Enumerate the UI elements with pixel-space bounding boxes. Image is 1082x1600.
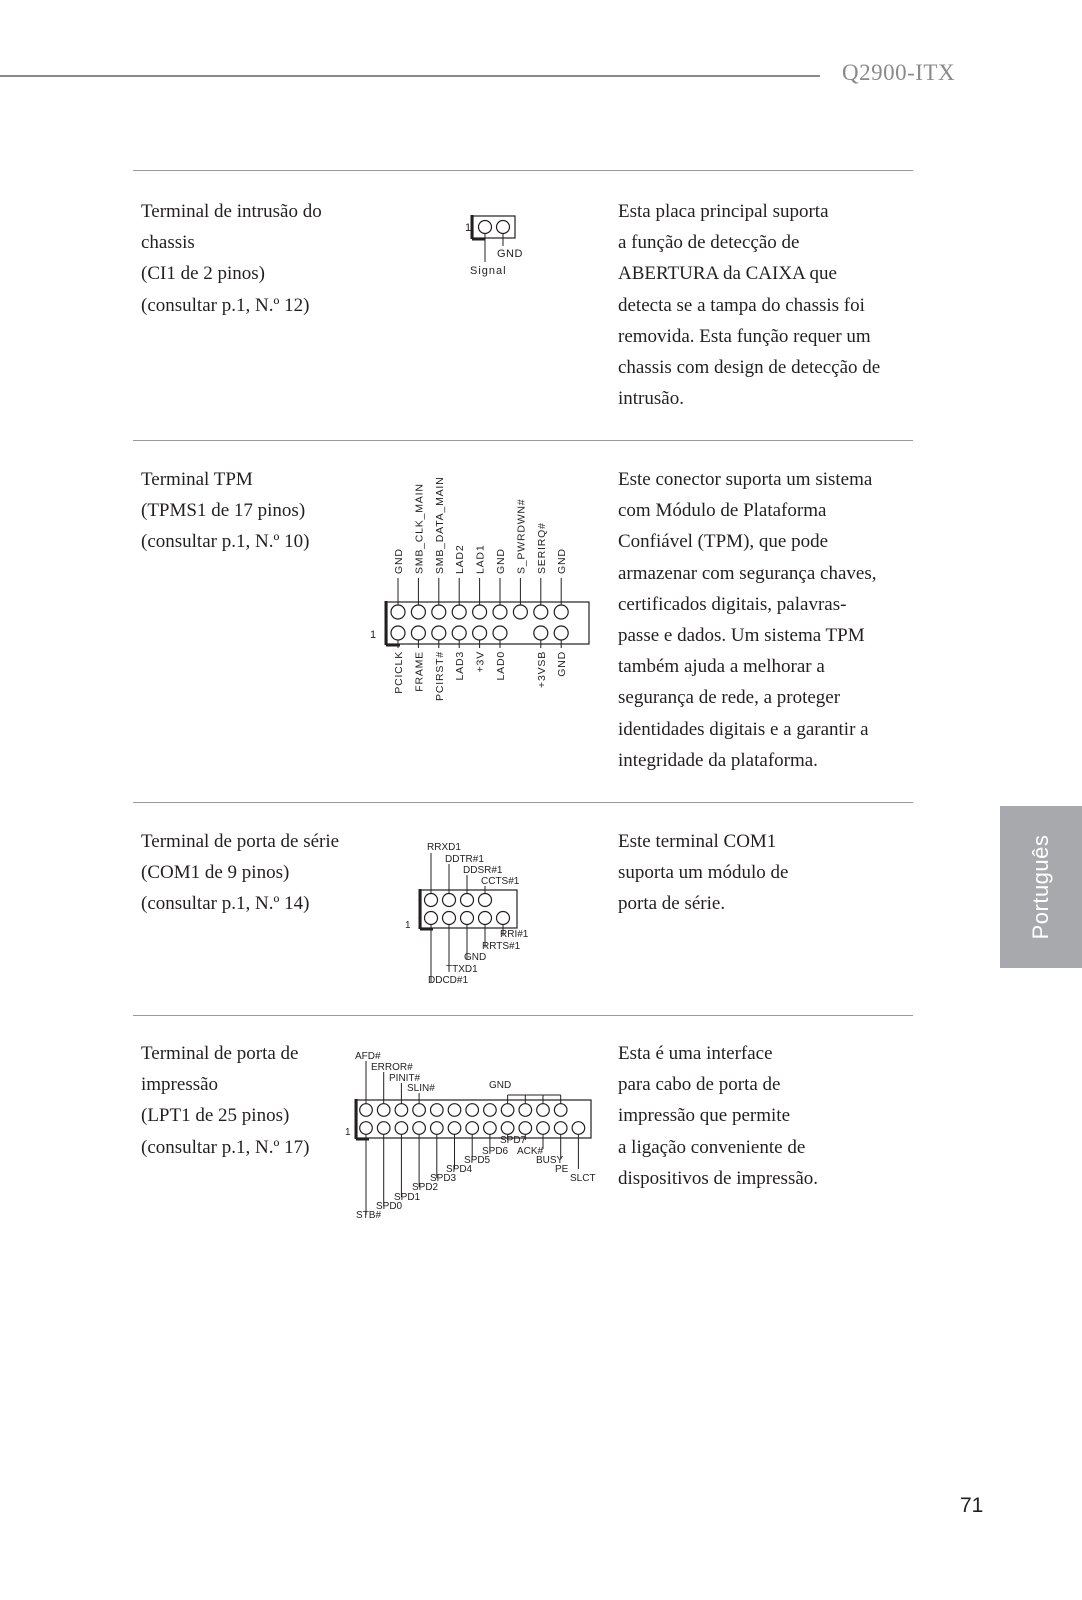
- pin: [461, 912, 474, 925]
- pin-label: SLCT: [570, 1173, 596, 1184]
- pin: [493, 605, 507, 619]
- text-line: intrusão.: [618, 388, 684, 410]
- text-line: impressão que permite: [618, 1105, 791, 1127]
- pin-label: SMB_DATA_MAIN: [433, 476, 446, 574]
- gnd-label: GND: [497, 248, 523, 260]
- pin-label: SPD1: [394, 1192, 421, 1203]
- pin: [534, 605, 548, 619]
- text-line: detecta se a tampa do chassis foi: [618, 294, 865, 316]
- pin: [432, 605, 446, 619]
- pin: [431, 1122, 444, 1135]
- pin-label: PCICLK: [393, 651, 405, 694]
- pin: [572, 1122, 585, 1135]
- ci1-title: [141, 196, 386, 321]
- pin-label: GND: [556, 548, 569, 574]
- text-line: (COM1 de 9 pinos): [141, 862, 290, 884]
- pin1-label: 1: [370, 629, 377, 641]
- text-line: a função de detecção de: [618, 232, 800, 254]
- tpm-description: [618, 464, 908, 776]
- text-line: Confiável (TPM), que pode: [618, 531, 829, 553]
- pin: [513, 605, 527, 619]
- pin-label: S_PWRDWN#: [515, 498, 528, 574]
- text-line: (TPMS1 de 17 pinos): [141, 500, 306, 522]
- signal-label: Signal: [470, 265, 507, 277]
- text-line: também ajuda a melhorar a: [618, 656, 825, 678]
- pin-label: STB#: [356, 1210, 382, 1220]
- pin: [413, 1122, 426, 1135]
- pin: [411, 605, 425, 619]
- text-line: integridade da plataforma.: [618, 749, 818, 771]
- pin-label: RRTS#1: [482, 941, 521, 952]
- pin: [448, 1122, 461, 1135]
- pin: [466, 1104, 479, 1117]
- com1-description: [618, 826, 908, 920]
- text-line: segurança de rede, a proteger: [618, 687, 841, 709]
- pin-label: GND: [464, 952, 487, 963]
- text-line: Terminal de porta de série: [141, 831, 340, 852]
- text-line: passe e dados. Um sistema TPM: [618, 625, 865, 647]
- pin: [473, 605, 487, 619]
- pin: [413, 1104, 426, 1117]
- pin-label: LAD1: [474, 544, 487, 574]
- pin-label: CCTS#1: [481, 876, 520, 887]
- text-line: (consultar p.1, N.º 10): [141, 531, 310, 553]
- pin-label: ERROR#: [371, 1062, 413, 1073]
- ci1-pin-diagram: [455, 210, 545, 285]
- pin: [554, 605, 568, 619]
- pin: [360, 1104, 373, 1117]
- text-line: chassis com design de detecção de: [618, 357, 881, 379]
- pin1-label: 1: [465, 222, 472, 234]
- ci1-description: [618, 196, 908, 414]
- section-divider: [133, 802, 913, 803]
- com1-pin-diagram: [405, 835, 565, 995]
- pin: [425, 912, 438, 925]
- pin: [448, 1104, 461, 1117]
- pin-label: PCIRST#: [433, 651, 446, 701]
- section-divider: [133, 1015, 913, 1016]
- pin: [395, 1122, 408, 1135]
- pin-label: DDSR#1: [463, 865, 503, 876]
- pin-label: SPD6: [482, 1146, 509, 1157]
- text-line: Terminal de intrusão do: [141, 201, 322, 222]
- pin1-label: 1: [345, 1127, 351, 1138]
- language-tab: [1000, 806, 1082, 968]
- pin: [443, 894, 456, 907]
- pin-label: SPD7: [500, 1135, 527, 1146]
- lpt1-description: [618, 1038, 908, 1194]
- header-outline: [473, 216, 515, 238]
- pin-label: DDCD#1: [428, 975, 469, 986]
- pin-label: SPD3: [430, 1173, 457, 1184]
- pin-label: SPD2: [412, 1182, 439, 1193]
- pin: [484, 1122, 497, 1135]
- pin: [554, 1104, 567, 1117]
- tpm-bottom-pins: [391, 626, 568, 701]
- text-line: Terminal de porta de: [141, 1043, 299, 1064]
- pin-label: SPD4: [446, 1164, 473, 1175]
- pin: [519, 1104, 532, 1117]
- pin-label: RRI#1: [500, 929, 529, 940]
- section-divider: [133, 170, 913, 171]
- pin: [484, 1104, 497, 1117]
- text-line: chassis: [141, 232, 195, 254]
- pin-label: SLIN#: [407, 1083, 435, 1094]
- text-line: (consultar p.1, N.º 17): [141, 1136, 310, 1158]
- pin-label: SPD5: [464, 1155, 491, 1166]
- text-line: para cabo de porta de: [618, 1074, 781, 1096]
- pin: [360, 1122, 373, 1135]
- tpm-title: [141, 464, 386, 558]
- tpm-top-pins: [391, 476, 568, 619]
- page-number: 71: [960, 1494, 984, 1517]
- pin: [391, 626, 405, 640]
- model-name: Q2900-ITX: [842, 60, 956, 85]
- text-line: porta de série.: [618, 893, 726, 915]
- pin-label: SERIRQ#: [535, 522, 548, 574]
- text-line: removida. Esta função requer um: [618, 325, 871, 347]
- pin: [479, 912, 492, 925]
- pin: [432, 626, 446, 640]
- text-line: Esta placa principal suporta: [618, 201, 829, 222]
- text-line: suporta um módulo de: [618, 862, 789, 884]
- pin: [431, 1104, 444, 1117]
- pin: [537, 1104, 550, 1117]
- pin: [452, 626, 466, 640]
- pin-label: AFD#: [355, 1051, 381, 1062]
- text-line: impressão: [141, 1074, 219, 1096]
- lpt1-pin-diagram: [345, 1045, 605, 1220]
- tpm-pin-diagram: [370, 470, 590, 715]
- pin-label: GND: [489, 1080, 512, 1091]
- pin: [411, 626, 425, 640]
- pin-label: GND: [495, 548, 507, 574]
- pin: [537, 1122, 550, 1135]
- text-line: Este conector suporta um sistema: [618, 469, 873, 490]
- pin: [443, 912, 456, 925]
- pin: [497, 912, 510, 925]
- pin-label: GND: [393, 548, 405, 574]
- text-line: (consultar p.1, N.º 12): [141, 294, 310, 316]
- pin-label: GND: [556, 651, 569, 677]
- pin: [501, 1122, 514, 1135]
- pin: [377, 1122, 390, 1135]
- pin1-label: 1: [405, 920, 411, 931]
- text-line: Este terminal COM1: [618, 831, 777, 852]
- pin-label: RRXD1: [427, 842, 461, 853]
- pin-label: LAD2: [454, 544, 467, 574]
- pin: [534, 626, 548, 640]
- pin: [473, 626, 487, 640]
- pin: [461, 894, 474, 907]
- pin-label: PE: [555, 1164, 569, 1175]
- pin: [425, 894, 438, 907]
- text-line: dispositivos de impressão.: [618, 1167, 819, 1189]
- language-tab-label: Português: [1028, 834, 1053, 940]
- pin: [395, 1104, 408, 1117]
- text-line: (CI1 de 2 pinos): [141, 263, 266, 285]
- pin: [377, 1104, 390, 1117]
- text-line: certificados digitais, palavras-: [618, 593, 847, 615]
- text-line: com Módulo de Plataforma: [618, 500, 827, 522]
- text-line: (LPT1 de 25 pinos): [141, 1105, 290, 1127]
- pin-label: FRAME: [413, 651, 426, 692]
- pin-label: ACK#: [517, 1146, 544, 1157]
- header-outline: [387, 602, 589, 644]
- pin-label: BUSY: [536, 1155, 564, 1166]
- text-line: Esta é uma interface: [618, 1043, 773, 1064]
- pin-label: +3V: [474, 651, 487, 673]
- pin-label: LAD0: [495, 651, 507, 681]
- com1-title: [141, 826, 386, 920]
- pin-label: DDTR#1: [445, 854, 484, 865]
- pin: [479, 894, 492, 907]
- text-line: a ligação conveniente de: [618, 1136, 806, 1158]
- pin: [501, 1104, 514, 1117]
- pin: [554, 626, 568, 640]
- pin: [391, 605, 405, 619]
- text-line: armazenar com segurança chaves,: [618, 562, 877, 584]
- text-line: (consultar p.1, N.º 14): [141, 893, 310, 915]
- text-line: identidades digitais e a garantir a: [618, 718, 869, 740]
- pin: [452, 605, 466, 619]
- pin-label: PINIT#: [389, 1073, 421, 1084]
- section-divider: [133, 440, 913, 441]
- header-rule: [0, 75, 820, 77]
- text-line: ABERTURA da CAIXA que: [618, 263, 837, 285]
- pin-label: +3VSB: [535, 651, 548, 688]
- pin-label: SPD0: [376, 1201, 403, 1212]
- text-line: Terminal TPM: [141, 469, 253, 490]
- pin: [497, 221, 510, 234]
- pin: [466, 1122, 479, 1135]
- pin-label: LAD3: [454, 651, 467, 681]
- pin: [554, 1122, 567, 1135]
- pin-label: SMB_CLK_MAIN: [413, 483, 426, 574]
- pin: [493, 626, 507, 640]
- pin-label: TTXD1: [446, 964, 478, 975]
- pin: [519, 1122, 532, 1135]
- pin: [479, 221, 492, 234]
